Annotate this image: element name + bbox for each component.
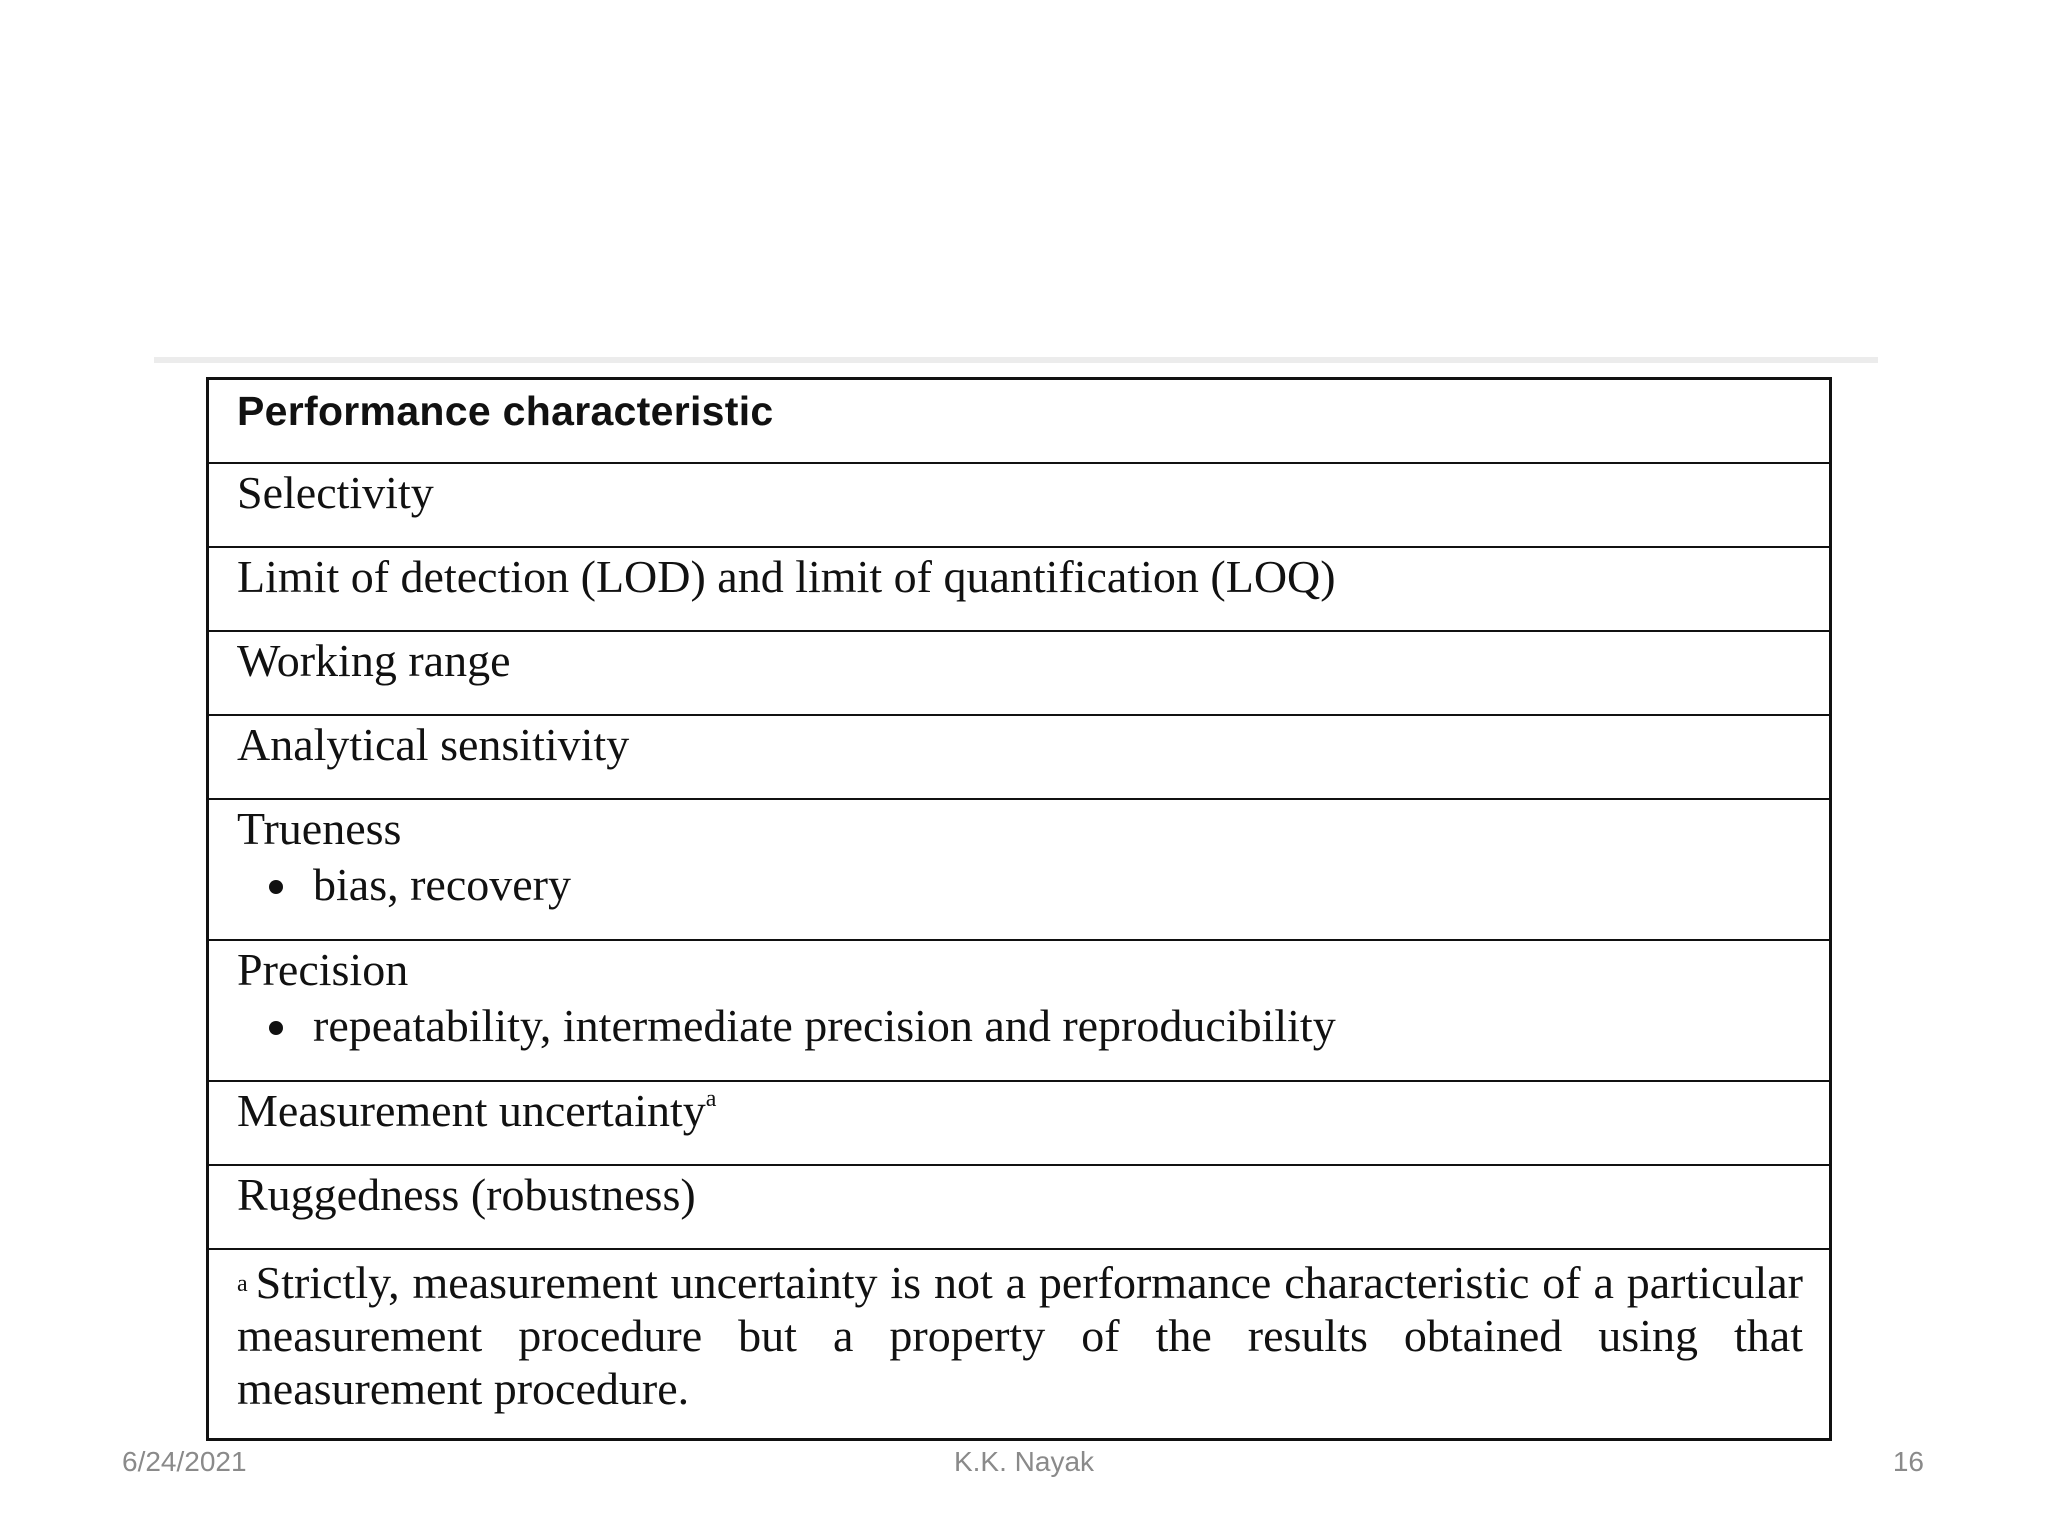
row-label: Working range bbox=[237, 635, 511, 686]
table-header: Performance characteristic bbox=[237, 388, 774, 434]
row-label: Precision bbox=[237, 944, 409, 995]
table-row bbox=[209, 632, 1829, 716]
footer-date: 6/24/2021 bbox=[122, 1446, 247, 1477]
table-footnote bbox=[237, 1256, 1803, 1415]
performance-table bbox=[206, 377, 1832, 1441]
row-label: Analytical sensitivity bbox=[237, 719, 630, 770]
bullet-icon bbox=[269, 1021, 283, 1035]
footnote-mark: a bbox=[237, 1271, 248, 1297]
row-sub-item bbox=[269, 858, 571, 911]
table-row bbox=[209, 1166, 1829, 1250]
row-label-text: Measurement uncertainty bbox=[237, 1085, 706, 1136]
row-label: Limit of detection (LOD) and limit of quantification (LOQ) bbox=[237, 551, 1336, 602]
row-sub-text: repeatability, intermediate precision and reproducibility bbox=[313, 1000, 1336, 1051]
table-row bbox=[209, 464, 1829, 548]
table-row bbox=[209, 716, 1829, 800]
row-label: Ruggedness (robustness) bbox=[237, 1169, 696, 1220]
row-label bbox=[237, 1084, 716, 1137]
table-header-row bbox=[209, 380, 1829, 464]
bullet-icon bbox=[269, 880, 283, 894]
row-label: Selectivity bbox=[237, 467, 434, 518]
row-label: Trueness bbox=[237, 803, 402, 854]
title-divider bbox=[154, 357, 1878, 363]
footnote-text: Strictly, measurement uncertainty is not a performance characteristic of a particular measurement procedure but a property of the results obtained using that measurement procedure. bbox=[237, 1257, 1803, 1414]
page-number: 16 bbox=[1892, 1446, 1924, 1477]
row-sub-item bbox=[269, 999, 1336, 1052]
row-sub-text: bias, recovery bbox=[313, 859, 571, 910]
table-row bbox=[209, 548, 1829, 632]
table-row bbox=[209, 1082, 1829, 1166]
footer-author: K.K. Nayak bbox=[953, 1446, 1095, 1477]
table-row bbox=[209, 941, 1829, 1082]
table-footnote-row bbox=[209, 1250, 1829, 1438]
table-row bbox=[209, 800, 1829, 941]
footnote-marker: a bbox=[705, 1086, 717, 1112]
